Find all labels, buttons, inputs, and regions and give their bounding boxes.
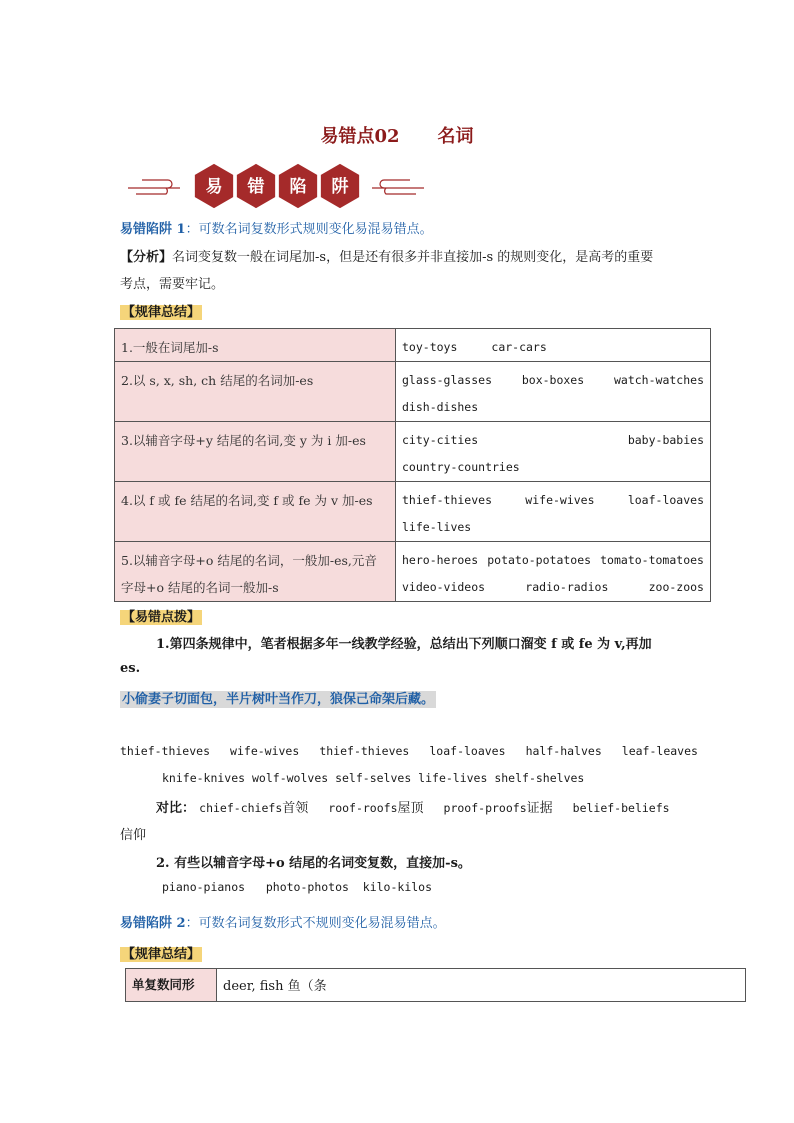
example-word: thief-thieves — [402, 493, 493, 507]
example-word: video-videos — [402, 580, 486, 594]
trap1-label: 易错陷阱 1 — [120, 222, 186, 237]
rule-row — [115, 482, 711, 542]
contrast-meaning: 证据 — [526, 801, 553, 816]
rule-examples — [396, 362, 711, 422]
example-word: thief-thieves — [319, 744, 410, 758]
irregular-rule: 单复数同形 — [126, 969, 217, 1002]
title-topic: 名词 — [437, 126, 474, 147]
tip2-examples: piano-pianos photo-photos kilo-kilos — [162, 880, 433, 894]
example-word: box-boxes — [521, 373, 585, 387]
example-word: radio-radios — [525, 580, 609, 594]
banner-char: 易 — [205, 177, 223, 197]
rules-heading: 【规律总结】 — [122, 305, 201, 320]
analysis-label: 【分析】 — [120, 250, 173, 265]
analysis-line2: 考点，需要牢记。 — [120, 277, 225, 292]
rule-examples — [396, 542, 711, 602]
mnemonic: 小偷妻子切面包，半片树叶当作刀，狼保己命架后藏。 — [122, 692, 435, 707]
tip2-line: 2. 有些以辅音字母+o 结尾的名词变复数，直接加-s。 — [156, 856, 471, 871]
example-line — [402, 334, 704, 361]
trap1-text: ：可数名词复数形式规则变化易混易错点。 — [185, 222, 433, 237]
rule-examples — [396, 482, 711, 542]
analysis-line1 — [120, 246, 653, 265]
rule-row — [115, 542, 711, 602]
analysis-text1: 名词变复数一般在词尾加-s，但是还有很多并非直接加-s 的规则变化，是高考的重要 — [172, 250, 654, 265]
example-word: leaf-leaves — [621, 744, 698, 758]
irregular-row — [126, 969, 746, 1002]
example-line — [402, 367, 704, 394]
example-line — [402, 514, 704, 541]
example-line — [402, 487, 704, 514]
tip1-examples-row1 — [120, 744, 698, 758]
rule-text: 1.一般在词尾加-s — [115, 329, 396, 362]
tips-heading: 【易错点拨】 — [122, 610, 201, 625]
example-word: half-halves — [525, 744, 602, 758]
contrast-meaning: 屋顶 — [397, 801, 424, 816]
rule-examples — [396, 329, 711, 362]
contrast-word: belief-beliefs — [572, 801, 670, 815]
trap2-text: ：可数名词复数形式不规则变化易混易错点。 — [185, 916, 446, 931]
tip1-examples-row2: knife-knives wolf-wolves self-selves life-lives shelf-shelves — [162, 771, 585, 785]
banner-char: 阱 — [331, 177, 349, 197]
example-word: country-countries — [402, 460, 520, 474]
rule-text: 3.以辅音字母+y 结尾的名词,变 y 为 i 加-es — [115, 422, 396, 482]
banner-char: 陷 — [289, 177, 307, 197]
tip1-line1: 1.第四条规律中，笔者根据多年一线教学经验，总结出下列顺口溜变 f 或 fe 为 v,再加 — [156, 637, 652, 652]
example-word: tomato-tomatoes — [600, 553, 704, 567]
example-word: wife-wives — [525, 493, 595, 507]
rules-heading-row — [120, 301, 202, 320]
rule-text: 5.以辅音字母+o 结尾的名词，一般加-es,元音字母+o 结尾的名词一般加-s — [115, 542, 396, 602]
example-line — [402, 394, 704, 421]
example-word: baby-babies — [627, 433, 704, 447]
example-word: loaf-loaves — [429, 744, 506, 758]
example-line — [402, 547, 704, 574]
rules-heading2-row — [120, 943, 202, 962]
example-word: car-cars — [491, 340, 547, 354]
contrast-wrap: 信仰 — [120, 828, 147, 843]
example-word: city-cities — [402, 433, 479, 447]
trap-banner — [128, 162, 424, 210]
rule-text: 2.以 s, x, sh, ch 结尾的名词加-es — [115, 362, 396, 422]
example-word: dish-dishes — [402, 400, 479, 414]
tip1-line2: es. — [120, 661, 141, 676]
example-word: thief-thieves — [120, 744, 211, 758]
contrast-meaning: 首领 — [282, 801, 309, 816]
trap1-line — [120, 218, 433, 237]
example-line — [402, 574, 704, 601]
example-word: potato-potatoes — [487, 553, 592, 567]
banner-char: 错 — [247, 177, 265, 197]
banner-right-ornament — [372, 180, 424, 194]
example-word: toy-toys — [402, 340, 458, 354]
example-word: glass-glasses — [402, 373, 493, 387]
example-line — [402, 454, 704, 481]
rule-row — [115, 329, 711, 362]
rule-examples — [396, 422, 711, 482]
contrast-word: roof-roofs — [328, 801, 398, 815]
rules-heading2: 【规律总结】 — [122, 947, 201, 962]
rule-row — [115, 362, 711, 422]
irregular-table — [125, 968, 746, 1002]
page-title — [0, 122, 794, 148]
rule-row — [115, 422, 711, 482]
example-word: loaf-loaves — [627, 493, 704, 507]
mnemonic-row — [120, 688, 436, 707]
trap2-label: 易错陷阱 2 — [120, 916, 186, 931]
contrast-label: 对比： — [156, 801, 196, 816]
banner-left-ornament — [128, 180, 180, 194]
example-word: zoo-zoos — [648, 580, 704, 594]
trap2-line — [120, 912, 446, 931]
rules-table — [114, 328, 711, 602]
title-code: 易错点02 — [320, 126, 400, 147]
tips-heading-row — [120, 606, 202, 625]
example-line — [402, 427, 704, 454]
contrast-word: chief-chiefs — [199, 801, 283, 815]
contrast-word: proof-proofs — [443, 801, 527, 815]
example-word: watch-watches — [613, 373, 704, 387]
example-word: wife-wives — [230, 744, 300, 758]
rule-text: 4.以 f 或 fe 结尾的名词,变 f 或 fe 为 v 加-es — [115, 482, 396, 542]
irregular-example: deer, fish 鱼（条 — [217, 969, 746, 1002]
example-word: life-lives — [402, 520, 472, 534]
example-word: hero-heroes — [402, 553, 479, 567]
contrast-row — [156, 797, 670, 816]
